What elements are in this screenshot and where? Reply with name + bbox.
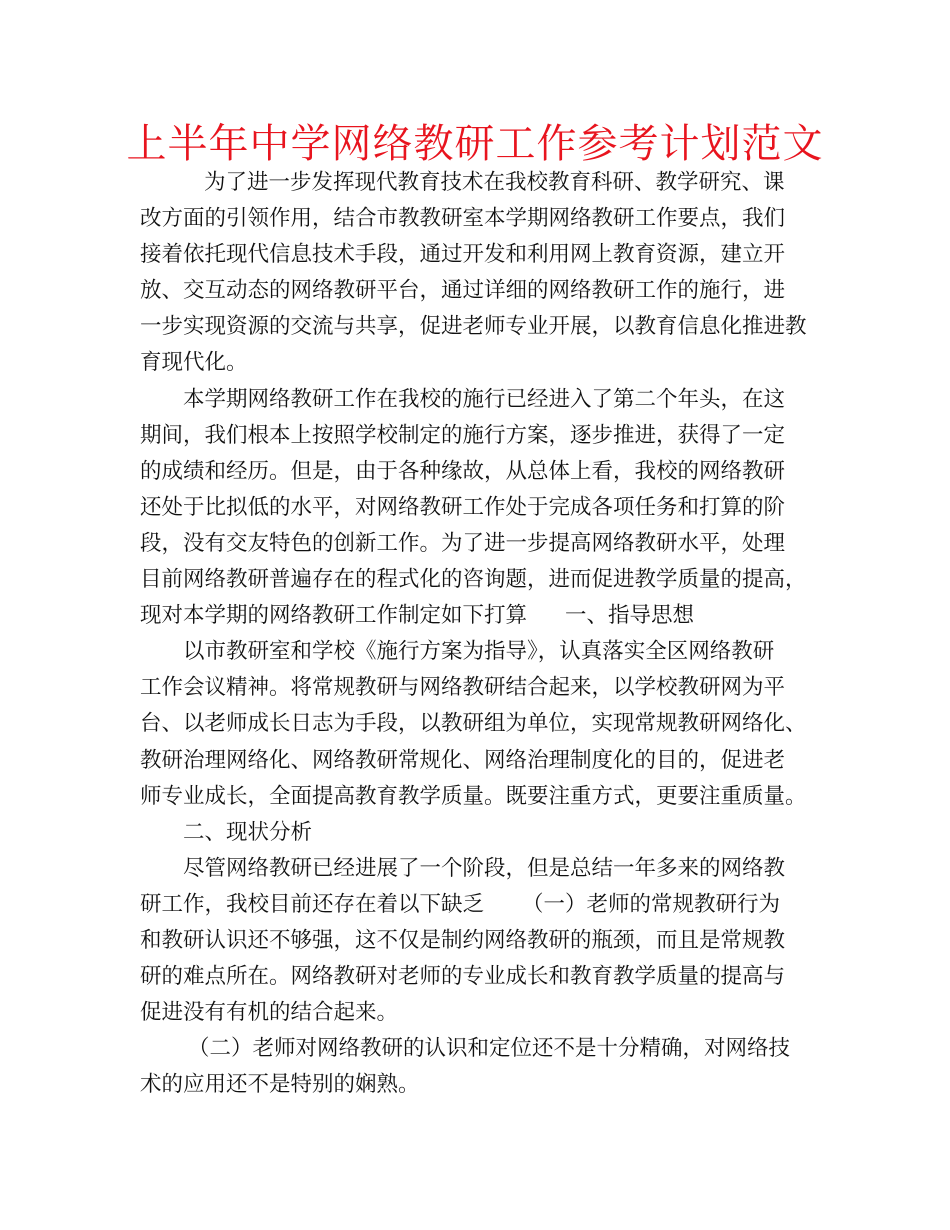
line-text: 现对本学期的网络教研工作制定如下打算: [140, 603, 528, 629]
paragraph-line: 术的应用还不是特别的娴熟。: [140, 1072, 420, 1098]
line-text: 研工作，我校目前还存在着以下缺乏: [140, 891, 485, 917]
paragraph-line: 台、以老师成长日志为手段，以教研组为单位，实现常规教研网络化、: [140, 711, 807, 737]
document-title: 上半年中学网络教研工作参考计划范文: [126, 121, 824, 167]
paragraph-line: 目前网络教研普遍存在的程式化的咨询题，进而促进教学质量的提高，: [140, 567, 807, 593]
paragraph-line: 的成绩和经历。但是，由于各种缘故，从总体上看，我校的网络教研: [140, 458, 786, 484]
paragraph-line: 为了进一步发挥现代教育技术在我校教育科研、教学研究、课: [204, 170, 785, 195]
paragraph-line: 工作会议精神。将常规教研与网络教研结合起来，以学校教研网为平: [140, 675, 786, 701]
paragraph-line: 师专业成长，全面提高教育教学质量。既要注重方式，更要注重质量。: [140, 783, 807, 809]
paragraph-line: 放、交互动态的网络教研平台，通过详细的网络教研工作的施行，进: [140, 278, 786, 304]
paragraph-line: [140, 887, 830, 923]
section-heading: 二、现状分析: [183, 819, 313, 845]
section-heading: 一、指导思想: [565, 603, 695, 629]
paragraph-line: 段，没有交友特色的创新工作。为了进一步提高网络教研水平，处理: [140, 530, 786, 556]
paragraph-line: [140, 598, 830, 634]
paragraph-line: 教研治理网络化、网络教研常规化、网络治理制度化的目的，促进老: [140, 747, 786, 773]
paragraph-line: 促进没有有机的结合起来。: [140, 1000, 399, 1026]
document-body: [140, 165, 830, 1103]
paragraph-line: 和教研认识还不够强，这不仅是制约网络教研的瓶颈，而且是常规教: [140, 927, 786, 953]
paragraph-line: （二）老师对网络教研的认识和定位还不是十分精确，对网络技: [188, 1036, 791, 1062]
paragraph-line: 育现代化。: [140, 350, 248, 376]
paragraph-line: 接着依托现代信息技术手段，通过开发和利用网上教育资源，建立开: [140, 242, 786, 268]
paragraph-line: 以市教研室和学校《施行方案为指导》，认真落实全区网络教研: [183, 639, 775, 665]
paragraph-line: 改方面的引领作用，结合市教教研室本学期网络教研工作要点，我们: [140, 206, 786, 232]
paragraph-line: 研的难点所在。网络教研对老师的专业成长和教育教学质量的提高与: [140, 964, 786, 990]
paragraph-line: 本学期网络教研工作在我校的施行已经进入了第二个年头，在这: [183, 386, 786, 412]
paragraph-line: 尽管网络教研已经进展了一个阶段，但是总结一年多来的网络教: [183, 855, 786, 881]
paragraph-line: 一步实现资源的交流与共享，促进老师专业开展，以教育信息化推进教: [140, 314, 807, 340]
paragraph-line: 还处于比拟低的水平，对网络教研工作处于完成各项任务和打算的阶: [140, 494, 786, 520]
line-text: （一）老师的常规教研行为: [522, 891, 781, 917]
paragraph-line: 期间，我们根本上按照学校制定的施行方案，逐步推进，获得了一定: [140, 422, 786, 448]
